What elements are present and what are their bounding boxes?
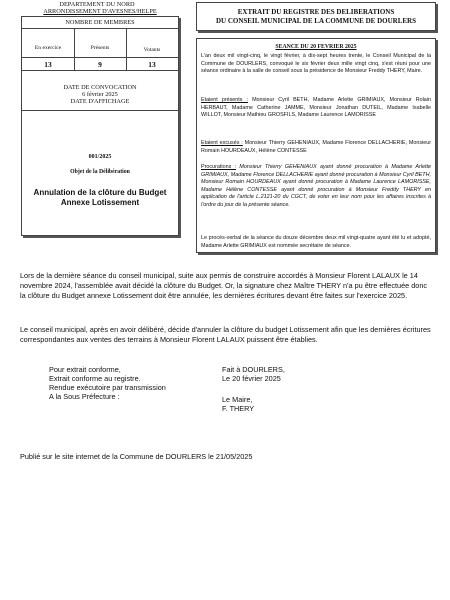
seance-intro: L'an deux mil vingt-cinq, le vingt février, à dix-sept heures trente, le Conseil Municipal de la Commune de DOURLERS, convoqué le six février deux mille vingt cinq, s'est réuni pour une séance ordinaire à la salle de conseil sous la présidence de Monsieur Freddy THERY, Maire. — [201, 53, 431, 75]
divider — [22, 57, 178, 58]
presents-label: Etaient présents : — [201, 97, 249, 103]
affichage-label: DATE D'AFFICHAGE — [70, 98, 130, 105]
seance-title: SEANCE DU 20 FEVRIER 2025 — [275, 44, 357, 50]
members-value-en-exercice: 13 — [44, 60, 52, 69]
members-label-votants: Votants — [143, 47, 161, 53]
signature-place: Fait à DOURLERS, — [222, 365, 285, 374]
mayor-title: Le Maire, — [222, 395, 253, 404]
mayor-name: F. THERY — [222, 403, 255, 413]
body-paragraph-2: Le conseil municipal, après en avoir délibéré, décide d'annuler la clôture du budget Lotissement afin que les dernières écritures correspondantes aux ventes des terrains à Monsieur Florent LALAUX puissent être établies. — [20, 325, 431, 344]
convocation-date: 6 février 2025 — [82, 91, 118, 98]
body-paragraph-1: Lors de la dernière séance du conseil municipal, suite aux permis de construire accordés à Monsieur Florent LALAUX le 14 novembre 2024, l'assemblée avait décidé la clôture du Budget. Or, la signature chez Maître THERY n'a pu être effectuée donc la clôture du Budget annexe Lotissement doit être annulée, les dernières écritures devant être faites sur l'exercice 2025. — [20, 271, 428, 300]
meeting-info-box — [21, 16, 179, 236]
proces-verbal-paragraph: Le procès-verbal de la séance du douze décembre deux mil vingt-quatre ayant été lu et adopté, Madame Arlette GRIMIAUX est nommée secrétaire de séance. — [201, 235, 431, 249]
place-date-block — [222, 366, 372, 384]
procurations-list: Monsieur Thierry GEHENIAUX ayant donné procuration à Madame Arlette GRIMIAUX, Madame Florence DELLACHERIE ayant donné procuration à Monsieur Cyril BETH, Monsieur Romain HOURDEAUX ayant donné procuration à Madame Laurence LAMORISSE, Madame Hélène CONTESSE ayant donné procuration à Monsieur Freddy THERY en application de l'article L.2121-20 du CGCT, de voter en leur nom pour les affaires inscrites à l'ordre du jour de la présente séance. — [201, 164, 432, 208]
register-title-box — [196, 2, 436, 31]
mayor-signature-block — [222, 396, 372, 414]
certification-line: A la Sous Préfecture : — [49, 391, 120, 401]
deliberation-title: Annulation de la clôture du Budget Annexe Lotissement — [33, 188, 167, 207]
excuses-list: Monsieur Thierry GEHENIAUX, Madame Florence DELLACHERIE, Monsieur Romain HOURDEAUX, Hélène CONTESSE — [201, 140, 432, 154]
certification-block — [49, 366, 209, 402]
register-title-line2: DU CONSEIL MUNICIPAL DE LA COMMUNE DE DOURLERS — [216, 16, 416, 25]
convocation-label: DATE DE CONVOCATION — [63, 84, 137, 91]
members-value-votants: 13 — [148, 60, 156, 69]
certification-line: Rendue exécutoire par transmission — [49, 382, 166, 392]
register-title-line1: EXTRAIT DU REGISTRE DES DELIBERATIONS — [237, 7, 395, 16]
publication-note: Publié sur le site internet de la Commune de DOURLERS le 21/05/2025 — [20, 452, 253, 461]
procurations-paragraph — [201, 164, 431, 210]
signature-date: Le 20 février 2025 — [222, 373, 281, 383]
department-label: DEPARTEMENT DU NORD — [59, 1, 135, 8]
excuses-label: Etaient excusés : — [201, 140, 243, 146]
divider — [22, 28, 178, 29]
presents-paragraph — [201, 97, 431, 120]
arrondissement-label: ARRONDISSEMENT D'AVESNES/HELPE — [43, 8, 157, 15]
members-label-en-exercice: En exercice — [34, 45, 62, 51]
members-title: NOMBRE DE MEMBRES — [65, 19, 135, 26]
divider — [22, 110, 178, 111]
procurations-label: Procurations : — [201, 164, 237, 170]
seance-box — [196, 38, 436, 253]
deliberation-number: 001/2025 — [88, 154, 112, 160]
divider — [22, 70, 178, 71]
members-value-presents: 9 — [98, 60, 102, 69]
presents-list: Monsieur Cyril BETH, Madame Arlette GRIMIAUX, Monsieur Rolain HERBAUT, Madame Catherine JAMME, Monsieur Jonathan DUTEIL, Madame Isabelle WILLOT, Monsieur Mathieu GROSFILS, Madame Laurence LAMORISSE — [201, 97, 431, 119]
members-label-presents: Présents — [90, 45, 110, 51]
excuses-paragraph — [201, 140, 431, 155]
certification-line: Extrait conforme au registre. — [49, 373, 141, 383]
deliberation-object-label: Objet de la Délibération — [70, 169, 130, 175]
certification-line: Pour extrait conforme, — [49, 365, 121, 374]
